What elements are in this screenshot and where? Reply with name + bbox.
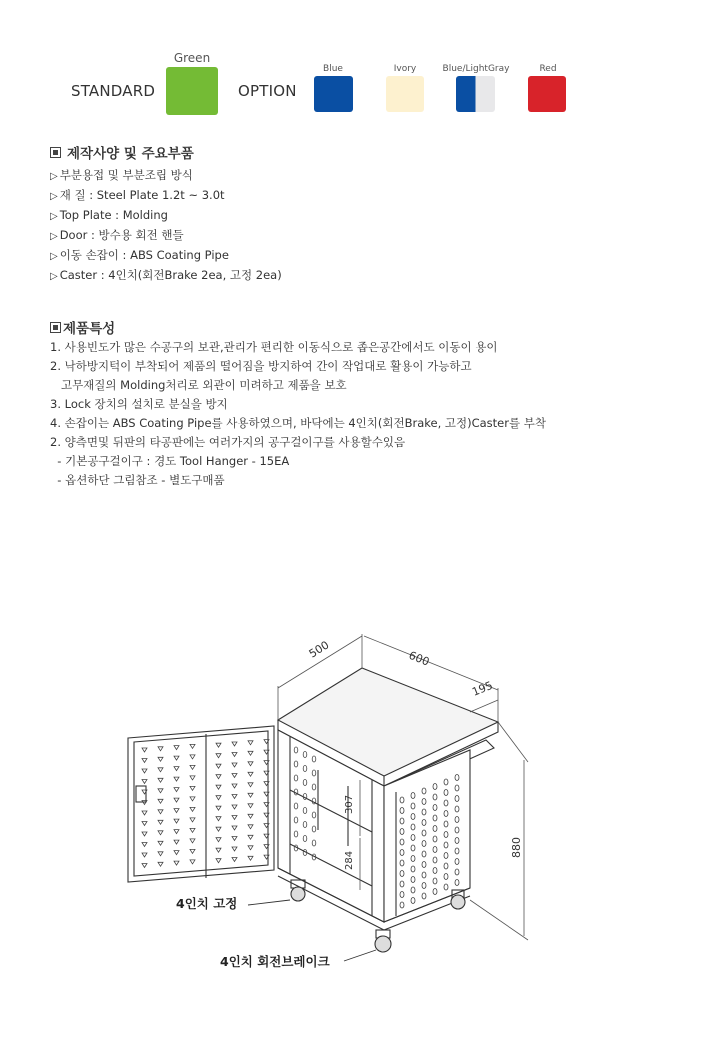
swatch-green[interactable] bbox=[166, 67, 218, 115]
feature-line: 1. 사용빈도가 많은 수공구의 보관,관리가 편리한 이동식으로 좁은공간에서도 이동이 용이 bbox=[50, 340, 498, 354]
label-brake-caster: 4인치 회전브레이크 bbox=[220, 954, 330, 969]
spec-item: ▷ 이동 손잡이 : ABS Coating Pipe bbox=[50, 246, 282, 266]
triangle-right-icon: ▷ bbox=[50, 171, 58, 182]
swatch-red[interactable] bbox=[528, 76, 566, 112]
caster-brake-front bbox=[375, 930, 391, 952]
dim-depth: 500 bbox=[306, 638, 332, 661]
standard-label: STANDARD bbox=[71, 82, 156, 100]
features-section bbox=[50, 317, 546, 490]
feature-line: 2. 양측면및 뒤판의 타공판에는 여러가지의 공구걸이구를 사용할수있음 bbox=[50, 435, 406, 449]
spec-list bbox=[50, 166, 282, 286]
triangle-right-icon: ▷ bbox=[50, 211, 58, 222]
swatch-name-red: Red bbox=[539, 64, 557, 74]
option-label: OPTION bbox=[238, 82, 297, 100]
label-fixed-caster: 4인치 고정 bbox=[176, 896, 238, 911]
swatch-ivory[interactable] bbox=[386, 76, 424, 112]
spec-item: ▷ Caster : 4인치(회전Brake 2ea, 고정 2ea) bbox=[50, 266, 282, 286]
feature-line: 4. 손잡이는 ABS Coating Pipe를 사용하였으며, 바닥에는 4인치(회전Brake, 고정)Caster를 부착 bbox=[50, 416, 546, 430]
feature-line: - 옵션하단 그림참조 - 별도구매품 bbox=[50, 473, 225, 487]
swatch-name-blue: Blue bbox=[323, 64, 343, 74]
swatch-name-green: Green bbox=[173, 51, 211, 65]
feature-line: 2. 낙하방지턱이 부착되어 제품의 떨어짐을 방지하여 간이 작업대로 활용이 가능하고 bbox=[50, 359, 472, 373]
feature-line: - 기본공구걸이구 : 경도 Tool Hanger - 15EA bbox=[50, 454, 290, 468]
swatch-name-blue-lightgray: Blue/LightGray bbox=[442, 64, 510, 74]
tool-cart-drawing bbox=[0, 600, 709, 1000]
feature-line: 고무재질의 Molding처리로 외관이 미려하고 제품을 보호 bbox=[50, 378, 347, 392]
triangle-right-icon: ▷ bbox=[50, 191, 58, 202]
spec-item: ▷ 재 질 : Steel Plate 1.2t ~ 3.0t bbox=[50, 186, 282, 206]
dim-lower: 284 bbox=[344, 850, 355, 870]
dim-upper: 307 bbox=[344, 794, 355, 814]
spec-section bbox=[50, 142, 282, 286]
feature-line: 3. Lock 장치의 설치로 분실을 방지 bbox=[50, 397, 228, 411]
square-bullet-icon bbox=[50, 147, 61, 158]
swatch-blue-lightgray[interactable] bbox=[456, 76, 495, 112]
triangle-right-icon: ▷ bbox=[50, 271, 58, 282]
spec-item: ▷ Top Plate : Molding bbox=[50, 206, 282, 226]
features-list bbox=[50, 338, 546, 490]
dim-width: 600 bbox=[406, 648, 432, 669]
dim-handle: 195 bbox=[470, 678, 495, 699]
spec-title: 제작사양 및 주요부품 bbox=[50, 142, 282, 162]
dim-height: 880 bbox=[510, 837, 523, 858]
spec-item: ▷ 부분용접 및 부분조립 방식 bbox=[50, 166, 282, 186]
features-title: 제품특성 bbox=[50, 317, 546, 337]
triangle-right-icon: ▷ bbox=[50, 231, 58, 242]
swatch-name-ivory: Ivory bbox=[393, 64, 417, 74]
spec-item: ▷ Door : 방수용 회전 핸들 bbox=[50, 226, 282, 246]
square-bullet-icon bbox=[50, 322, 61, 333]
swatch-blue[interactable] bbox=[314, 76, 353, 112]
triangle-right-icon: ▷ bbox=[50, 251, 58, 262]
